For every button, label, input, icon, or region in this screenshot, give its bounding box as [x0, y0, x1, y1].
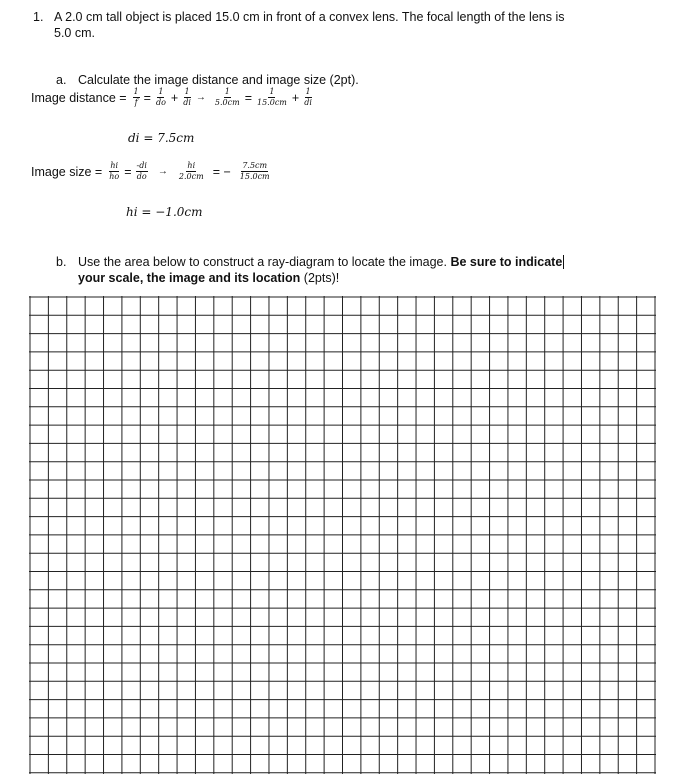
fraction-neg-di-over-do: $\frac{-di}{do}$ [136, 161, 147, 181]
text-cursor [563, 255, 564, 269]
part-a-marker: a. [56, 73, 67, 87]
fraction-1-over-f: $\frac{1}{f}$ [133, 87, 139, 107]
fraction-hi-over-ho: $\frac{hi}{ho}$ [109, 161, 120, 181]
fraction-1-over-di-2: $\frac{1}{di}$ [304, 87, 312, 107]
image-distance-label: Image distance = [31, 90, 127, 105]
question-text-line1: A 2.0 cm tall object is placed 15.0 cm in front of a convex lens. The focal length of the lens is [54, 10, 565, 24]
part-b-instruction: Use the area below to construct a ray-diagram to locate the image. [78, 255, 447, 269]
part-b-marker: b. [56, 255, 67, 269]
question-text-line2: 5.0 cm. [54, 26, 95, 40]
fraction-1-over-do: $\frac{1}{do}$ [155, 87, 166, 107]
part-b-emphasis-2: your scale, the image and its location [78, 271, 301, 285]
image-distance-equation: Image distance = $\frac{1}{f}$ = $\frac{1}{do}$ + $\frac{1}{di}$ → $\frac{1}{5.0cm}$ = $\frac{1}{15.0cm}$ + $\frac{1}{di}$ [31, 87, 312, 107]
fraction-1-over-5cm: $\frac{1}{5.0cm}$ [214, 87, 240, 107]
part-b-emphasis-1: Be sure to indicate [450, 255, 563, 269]
part-b-text-line2 [78, 271, 339, 285]
part-b-text-line1 [78, 255, 564, 269]
part-a-text: Calculate the image distance and image size (2pt). [78, 73, 359, 87]
part-b-points: (2pts)! [303, 271, 340, 285]
image-size-result: hi = −1.0cm [126, 205, 203, 219]
image-size-equation: Image size = $\frac{hi}{ho}$ = $\frac{-di}{do}$ → $\frac{hi}{2.0cm}$ = − $\frac{7.5cm}{15.0cm}$ [31, 161, 270, 181]
fraction-1-over-di: $\frac{1}{di}$ [183, 87, 191, 107]
image-size-label: Image size = [31, 164, 103, 179]
fraction-hi-over-2cm: $\frac{hi}{2.0cm}$ [178, 161, 204, 181]
fraction-7-5cm-over-15cm: $\frac{7.5cm}{15.0cm}$ [239, 161, 270, 181]
image-distance-result: di = 7.5cm [128, 131, 195, 145]
ray-diagram-grid[interactable] [29, 296, 657, 774]
question-number: 1. [33, 10, 44, 24]
fraction-1-over-15cm: $\frac{1}{15.0cm}$ [257, 87, 287, 107]
